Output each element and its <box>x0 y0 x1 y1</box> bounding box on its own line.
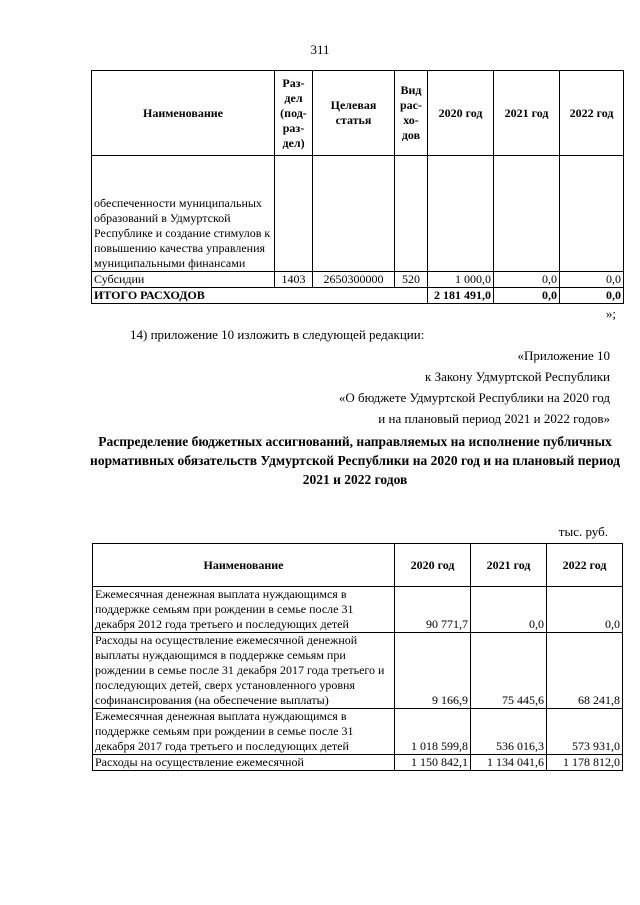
row-2022: 1 178 812,0 <box>547 755 623 771</box>
row-name: Расходы на осуществление ежемесячной денежной выплаты нуждающимся в поддержке семьям при рождении в семье после 31 декабря 2017 года третьего и последующих детей, сверх установленного уровня софинансирования (на обеспечение выплаты) <box>93 633 395 709</box>
table-header-row <box>93 544 623 587</box>
header-section: Раз-дел (под-раз-дел) <box>275 71 313 156</box>
table-row <box>92 156 624 272</box>
row-2021: 0,0 <box>471 587 547 633</box>
total-2020: 2 181 491,0 <box>428 288 494 304</box>
table-header-row <box>92 71 624 156</box>
table-row <box>93 633 623 709</box>
row-type <box>395 156 428 272</box>
appendix-line: «Приложение 10 <box>517 348 610 363</box>
row-2022: 573 931,0 <box>547 709 623 755</box>
header-name: Наименование <box>92 71 275 156</box>
row-2020: 90 771,7 <box>395 587 471 633</box>
header-2022: 2022 год <box>560 71 624 156</box>
total-2021: 0,0 <box>494 288 560 304</box>
row-section <box>275 156 313 272</box>
header-2022: 2022 год <box>547 544 623 587</box>
row-name: Ежемесячная денежная выплата нуждающимся в поддержке семьям при рождении в семье после 31 декабря 2012 года третьего и последующих детей <box>93 587 395 633</box>
row-2022: 0,0 <box>547 587 623 633</box>
row-target <box>313 156 395 272</box>
row-2020: 1 018 599,8 <box>395 709 471 755</box>
obligations-table <box>92 543 623 771</box>
amendment-paragraph: 14) приложение 10 изложить в следующей редакции: <box>130 327 425 342</box>
row-2021: 0,0 <box>494 272 560 288</box>
row-name: Расходы на осуществление ежемесячной <box>93 755 395 771</box>
row-2021: 1 134 041,6 <box>471 755 547 771</box>
row-2021 <box>494 156 560 272</box>
total-2022: 0,0 <box>560 288 624 304</box>
table-row <box>93 587 623 633</box>
appendix-reference <box>339 345 610 429</box>
total-label: ИТОГО РАСХОДОВ <box>92 288 428 304</box>
header-target: Целевая статья <box>313 71 395 156</box>
table-row <box>93 755 623 771</box>
page-number: 311 <box>310 42 330 57</box>
appendix-line: «О бюджете Удмуртской Республики на 2020 год <box>338 390 610 405</box>
row-2020: 1 000,0 <box>428 272 494 288</box>
units-label: тыс. руб. <box>558 524 608 539</box>
row-name: Субсидии <box>92 272 275 288</box>
row-2020 <box>428 156 494 272</box>
table-row <box>93 709 623 755</box>
header-2021: 2021 год <box>471 544 547 587</box>
header-2020: 2020 год <box>395 544 471 587</box>
budget-table-continuation <box>91 70 624 304</box>
row-2022 <box>560 156 624 272</box>
appendix-line: к Закону Удмуртской Республики <box>425 369 610 384</box>
row-2020: 1 150 842,1 <box>395 755 471 771</box>
appendix-line: и на плановый период 2021 и 2022 годов» <box>378 411 610 426</box>
row-2022: 68 241,8 <box>547 633 623 709</box>
document-heading: Распределение бюджетных ассигнований, направляемых на исполнение публичных нормативных обязательств Удмуртской Республики на 2020 год и на плановый период 2021 и 2022 годов <box>90 434 620 487</box>
row-2021: 536 016,3 <box>471 709 547 755</box>
table-row <box>92 272 624 288</box>
row-type: 520 <box>395 272 428 288</box>
header-2020: 2020 год <box>428 71 494 156</box>
row-name: обеспеченности муниципальных образований в Удмуртской Республике и создание стимулов к повышению качества управления муниципальными финансами <box>92 156 275 272</box>
close-quote: »; <box>605 306 616 321</box>
row-2021: 75 445,6 <box>471 633 547 709</box>
row-section: 1403 <box>275 272 313 288</box>
row-2022: 0,0 <box>560 272 624 288</box>
row-name: Ежемесячная денежная выплата нуждающимся в поддержке семьям при рождении в семье после 31 декабря 2017 года третьего и последующих детей <box>93 709 395 755</box>
total-row <box>92 288 624 304</box>
row-2020: 9 166,9 <box>395 633 471 709</box>
header-name: Наименование <box>93 544 395 587</box>
row-target: 2650300000 <box>313 272 395 288</box>
header-2021: 2021 год <box>494 71 560 156</box>
header-type: Вид рас-хо-дов <box>395 71 428 156</box>
